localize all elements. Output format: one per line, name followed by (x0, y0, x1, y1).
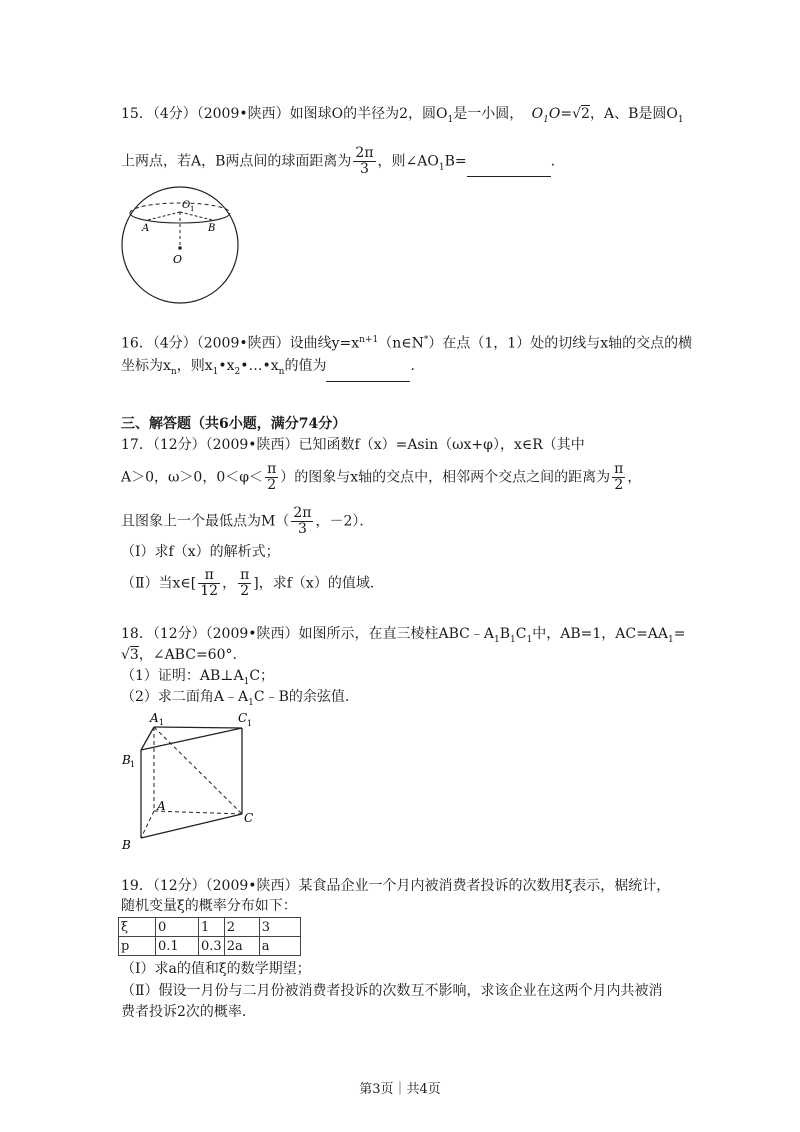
answer-blank-15[interactable] (467, 156, 551, 177)
table-cell: 3 (259, 918, 300, 937)
q16-line1: 16．（4分）（2009•陕西）设曲线$y=x^{n+1}(n\in N^*)$在点（1，1）处的切线与x轴的交点的横 (121, 335, 693, 352)
sqrt-2: √2 (572, 106, 590, 122)
diagonal-a1c (154, 727, 242, 814)
label-c1: C (238, 711, 248, 725)
label-c: C (244, 811, 254, 825)
table-cell: 0.1 (156, 937, 199, 956)
section-heading: 三、解答题（共6小题，满分74分） (121, 416, 347, 432)
answer-blank-16[interactable] (326, 361, 410, 382)
table-cell: 0 (156, 918, 199, 937)
label-b1-sub: 1 (130, 760, 136, 769)
q17-line1: 17．（12分）（2009•陕西）已知函数f（x）=Asin（ωx+φ），x∈R（其中 (121, 437, 585, 453)
q15-line2: 上两点，若A，B两点间的球面距离为 $\frac{2\pi}{3}$ ，则$\angle AO_1B=$ . (121, 145, 556, 177)
prism-figure (116, 708, 276, 853)
table-cell: ξ (119, 918, 156, 937)
table-row (119, 918, 301, 937)
table-row (119, 937, 301, 956)
q16-line2: 坐标为$x_n$，则$x_1•x_2•\dots•x_n$的值为 . (121, 356, 415, 382)
q19-line1: 19．（12分）（2009•陕西）某食品企业一个月内被消费者投诉的次数用ξ表示，椐统计， (121, 878, 671, 894)
label-o: O (173, 253, 183, 266)
q17-line2: A＞0，ω＞0，0＜φ＜ $\frac{\pi}{2}$ ）的图象与x轴的交点中，相邻两个交点之间的距离为 $\frac{\pi}{2}$ ， (121, 461, 642, 493)
table-cell: a (259, 937, 300, 956)
q19-part2: （Ⅱ）假设一月份与二月份被消费者投诉的次数互不影响，求该企业在这两个月内共被消 (121, 983, 663, 999)
table-cell: 0.3 (199, 937, 225, 956)
label-a1-sub: 1 (159, 718, 165, 727)
q15-line1: 15．（4分）（2009•陕西）如图球O的半径为2，圆$O_1$是一小圆， $O_1O=√2$，A、B是圆$O_1$ (121, 106, 684, 125)
probability-table (118, 917, 301, 956)
label-b: B (122, 838, 131, 852)
sphere-figure (118, 183, 248, 305)
sqrt-3: √3 (121, 647, 139, 663)
edge-ab (141, 811, 154, 838)
label-b: B (208, 223, 216, 234)
edge-ac (154, 811, 242, 814)
label-c1-sub: 1 (247, 719, 253, 728)
label-b1: B (122, 753, 131, 767)
label-o1-sub: 1 (190, 205, 195, 213)
edge-a1c1 (154, 727, 242, 728)
edge-a1b1 (141, 727, 154, 750)
center-point (178, 246, 182, 250)
o1o-expression: $O_1O=$ (531, 106, 573, 125)
q18-part2: （2）求二面角$A﹣A_1C﹣B$的余弦值. (121, 689, 350, 708)
q19-line2: 随机变量ξ的概率分布如下： (121, 898, 297, 914)
q18-part1: （1）证明：$AB\perp A_1C$； (121, 668, 275, 687)
fraction-2pi-3b: $\frac{2\pi}{3}$ (293, 505, 312, 537)
q17-part2: （Ⅱ）当x∈[ $\frac{\pi}{12}$ ， $\frac{\pi}{2}$ ]，求f（x）的值域. (121, 567, 375, 599)
table-cell: 2 (224, 918, 259, 937)
q18-line2: √3，∠ABC=60°. (121, 647, 237, 663)
page-footer: 第3页｜共4页 (359, 1082, 441, 1097)
radius-b (180, 212, 212, 220)
small-circle-back (130, 203, 230, 213)
q18-line1: 18．（12分）（2009•陕西）如图所示，在直三棱柱$ABC﹣A_1B_1C_1$中，AB=1，$AC=AA_1=$ (121, 626, 686, 645)
fraction-2pi-3: $\frac{2\pi}{3}$ (355, 145, 374, 177)
fraction-pi-12: $\frac{\pi}{12}$ (200, 567, 219, 599)
q19-part1: （Ⅰ）求a的值和ξ的数学期望； (121, 961, 311, 977)
table-cell: p (119, 937, 156, 956)
q17-line3: 且图象上一个最低点为M（ $\frac{2\pi}{3}$ ，－2）． (121, 505, 374, 537)
fraction-pi-2: $\frac{\pi}{2}$ (267, 461, 277, 493)
table-cell: 2a (224, 937, 259, 956)
radius-a (148, 212, 180, 220)
q17-part1: （Ⅰ）求f（x）的解析式； (121, 544, 280, 560)
table-cell: 1 (199, 918, 225, 937)
edge-b1c1 (141, 728, 242, 750)
label-a1: A (150, 711, 159, 725)
label-a: A (157, 799, 166, 813)
label-o1: O (182, 200, 191, 211)
q19-part2-cont: 费者投诉2次的概率. (121, 1004, 247, 1020)
label-a: A (142, 223, 150, 234)
fraction-pi-2b: $\frac{\pi}{2}$ (614, 461, 624, 493)
fraction-pi-2c: $\frac{\pi}{2}$ (240, 567, 250, 599)
edge-bc (141, 814, 242, 838)
